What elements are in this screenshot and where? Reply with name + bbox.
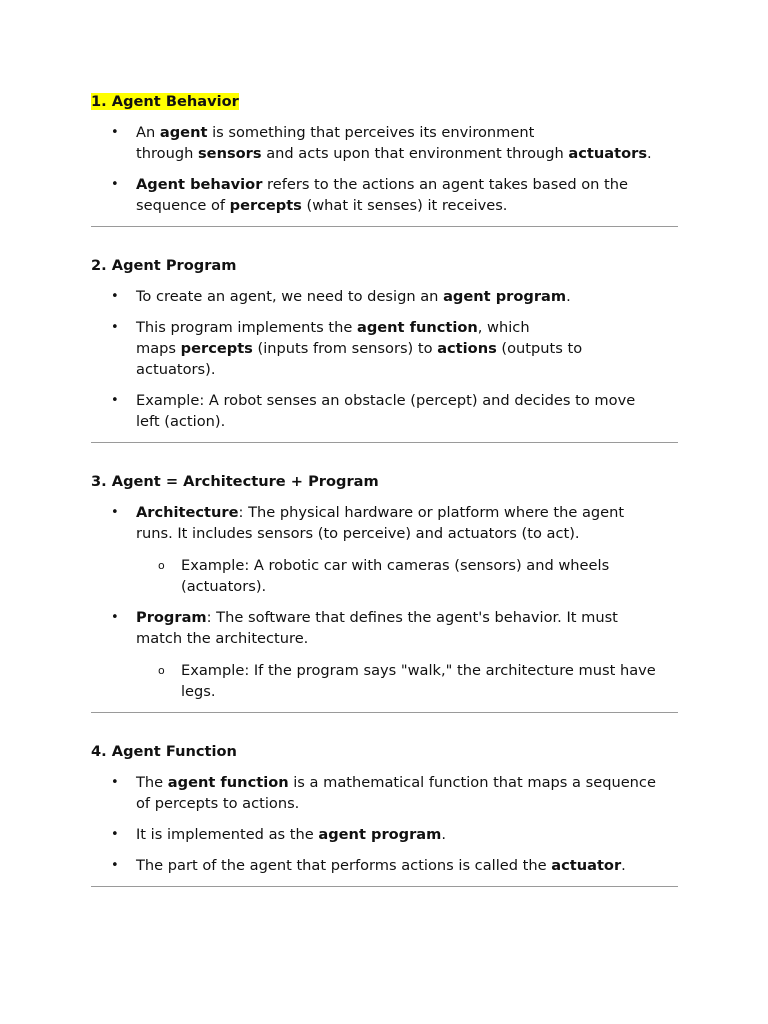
sub-list-item-text <box>181 555 678 597</box>
text-run: Example: A robot senses an obstacle (percept) and decides to move <box>136 392 636 409</box>
text-run: The <box>136 774 168 791</box>
list-item-text <box>136 772 678 814</box>
bold-term: actuators <box>568 145 648 162</box>
bold-term: Program <box>136 609 207 626</box>
text-run: is a mathematical function that maps a sequence <box>288 774 656 791</box>
list-item <box>91 122 678 164</box>
sub-bullet-icon: o <box>158 559 165 572</box>
list-item <box>91 174 678 216</box>
text-run: is something that perceives its environment <box>207 124 535 141</box>
list-item <box>91 286 678 307</box>
bold-term: actuator <box>551 857 622 874</box>
bullet-list <box>91 772 678 876</box>
text-run: : The software that defines the agent's behavior. It must <box>206 609 618 626</box>
text-run: of percepts to actions. <box>136 795 300 812</box>
text-run: sequence of <box>136 197 230 214</box>
bullet-list <box>91 502 678 702</box>
list-item-text <box>136 122 678 164</box>
list-item <box>91 824 678 845</box>
text-run: The part of the agent that performs actions is called the <box>136 857 552 874</box>
list-item-text <box>136 502 678 544</box>
list-item <box>91 607 678 702</box>
bold-term: agent program <box>443 288 567 305</box>
list-item <box>91 855 678 876</box>
list-item-text <box>136 390 678 432</box>
bold-term: actions <box>437 340 497 357</box>
bullet-list <box>91 122 678 216</box>
text-run: runs. It includes sensors (to perceive) and actuators (to act). <box>136 525 580 542</box>
section-heading <box>91 91 678 112</box>
text-run: , which <box>477 319 530 336</box>
text-run: . <box>566 288 571 305</box>
bullet-icon: • <box>111 610 119 625</box>
text-run: (outputs to <box>496 340 583 357</box>
list-item <box>91 317 678 380</box>
list-item <box>91 502 678 597</box>
text-run: An <box>136 124 160 141</box>
sub-bullet-icon: o <box>158 664 165 677</box>
sub-list-item <box>136 660 678 702</box>
list-item-text <box>136 824 678 845</box>
text-run: match the architecture. <box>136 630 309 647</box>
text-run: It is implemented as the <box>136 826 319 843</box>
text-run: : The physical hardware or platform where the agent <box>238 504 625 521</box>
section-divider <box>91 226 678 227</box>
bold-term: sensors <box>197 145 262 162</box>
bullet-icon: • <box>111 125 119 140</box>
text-run: through <box>136 145 198 162</box>
bullet-icon: • <box>111 505 119 520</box>
bold-term: percepts <box>229 197 302 214</box>
text-run: left (action). <box>136 413 226 430</box>
text-run: actuators). <box>136 361 216 378</box>
bold-term: Agent behavior <box>136 176 263 193</box>
bullet-icon: • <box>111 827 119 842</box>
section-heading <box>91 471 678 492</box>
section-divider <box>91 712 678 713</box>
text-run: . <box>441 826 447 843</box>
bullet-icon: • <box>111 858 119 873</box>
text-run: (what it senses) it receives. <box>301 197 508 214</box>
sub-list-item <box>136 555 678 597</box>
list-item-text <box>136 286 678 307</box>
text-run: Example: A robotic car with cameras (sensors) and wheels <box>181 557 610 574</box>
text-run: . <box>621 857 626 874</box>
bold-term: agent program <box>318 826 442 843</box>
text-run: (inputs from sensors) to <box>252 340 438 357</box>
bullet-icon: • <box>111 289 119 304</box>
bold-term: percepts <box>180 340 253 357</box>
text-run: legs. <box>181 683 216 700</box>
list-item <box>91 772 678 814</box>
text-run: refers to the actions an agent takes based on the <box>262 176 629 193</box>
section-heading <box>91 255 678 276</box>
section-title: 3. Agent = Architecture + Program <box>91 473 379 490</box>
bold-term: agent function <box>356 319 478 336</box>
list-item-text <box>136 174 678 216</box>
list-item-text <box>136 855 678 876</box>
bold-term: agent <box>159 124 208 141</box>
text-run: maps <box>136 340 181 357</box>
sub-bullet-list <box>136 660 678 702</box>
text-run: This program implements the <box>136 319 357 336</box>
list-item-text <box>136 317 678 380</box>
list-item <box>91 390 678 432</box>
list-item-text <box>136 607 678 649</box>
bullet-icon: • <box>111 775 119 790</box>
bullet-icon: • <box>111 177 119 192</box>
bullet-icon: • <box>111 320 119 335</box>
text-run: . <box>647 145 652 162</box>
bullet-icon: • <box>111 393 119 408</box>
text-run: (actuators). <box>181 578 267 595</box>
section-title: 4. Agent Function <box>91 743 237 760</box>
section-divider <box>91 886 678 887</box>
section-title: 2. Agent Program <box>91 257 237 274</box>
section-title: 1. Agent Behavior <box>91 93 239 110</box>
sub-bullet-list <box>136 555 678 597</box>
document-content <box>91 91 678 915</box>
section-divider <box>91 442 678 443</box>
text-run: Example: If the program says "walk," the architecture must have <box>181 662 656 679</box>
sub-list-item-text <box>181 660 678 702</box>
bold-term: Architecture <box>136 504 239 521</box>
text-run: To create an agent, we need to design an <box>136 288 444 305</box>
text-run: and acts upon that environment through <box>261 145 569 162</box>
bold-term: agent function <box>167 774 289 791</box>
section-heading <box>91 741 678 762</box>
bullet-list <box>91 286 678 432</box>
